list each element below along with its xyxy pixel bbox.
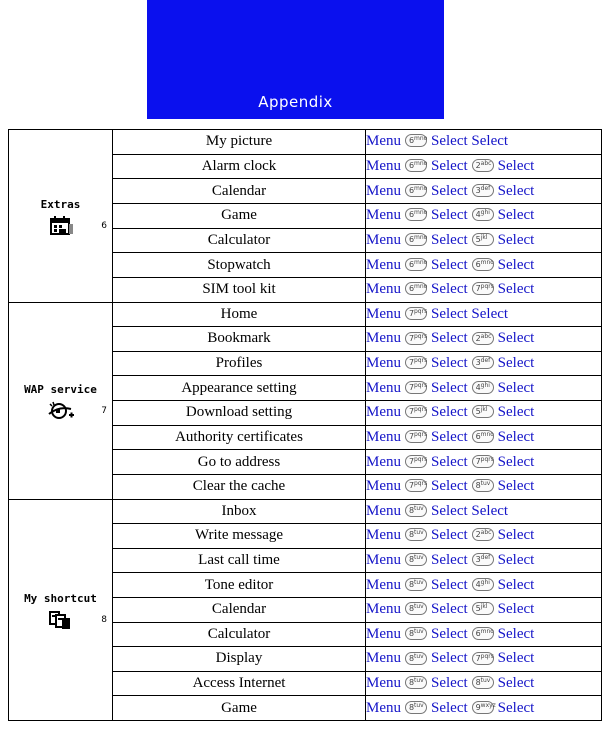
menu-item-name: Alarm clock [113, 154, 366, 179]
select-word: Select [497, 478, 535, 495]
key-7-icon: 7 pqrs [472, 282, 494, 295]
menu-item-name: Tone editor [113, 573, 366, 598]
page-title: Appendix [258, 93, 333, 111]
select-word: Select [497, 231, 535, 248]
section-title: My shortcut [24, 591, 97, 605]
key-sequence [366, 401, 602, 426]
key-8-icon: 8 tuv [405, 553, 427, 566]
menu-word: Menu [366, 478, 401, 495]
table-row [9, 130, 602, 155]
key-6-icon: 6 mno [405, 208, 427, 221]
select-word: Select [497, 404, 535, 421]
key-8-icon: 8 tuv [405, 676, 427, 689]
select-word: Select [431, 256, 468, 273]
section-cell [9, 302, 113, 499]
select-word: Select [431, 330, 468, 347]
menu-item-name: Home [113, 302, 366, 327]
key-6-icon: 6 mno [405, 233, 427, 246]
menu-word: Menu [366, 256, 401, 273]
key-7-icon: 7 pqrs [405, 356, 427, 369]
key-sequence [366, 253, 602, 278]
key-sequence [366, 425, 602, 450]
key-8-icon: 8 tuv [405, 652, 427, 665]
select-word: Select [431, 478, 468, 495]
menu-word: Menu [366, 355, 401, 372]
key-8-icon: 8 tuv [405, 504, 427, 517]
menu-word: Menu [366, 428, 401, 445]
select-word: Select [431, 675, 468, 692]
key-sequence [366, 277, 602, 302]
select-word: Select [497, 527, 535, 544]
menu-item-name: Authority certificates [113, 425, 366, 450]
select-word: Select [497, 576, 535, 593]
key-4-icon: 4 ghi [472, 381, 494, 394]
key-9-icon: 9 wxyz [472, 701, 494, 714]
key-7-icon: 7 pqrs [405, 405, 427, 418]
select-word: Select [497, 281, 535, 298]
key-5-icon: 5 jkl [472, 602, 494, 615]
menu-item-name: Stopwatch [113, 253, 366, 278]
table-row [9, 499, 602, 524]
select-word: Select [497, 355, 535, 372]
select-word: Select [497, 256, 535, 273]
select-word: Select [431, 231, 468, 248]
menu-item-name: Display [113, 647, 366, 672]
key-5-icon: 5 jkl [472, 405, 494, 418]
select-word: Select [431, 404, 468, 421]
select-word: Select [497, 428, 535, 445]
menu-word: Menu [366, 552, 401, 569]
select-word: Select [431, 576, 468, 593]
section-number: 8 [101, 614, 107, 625]
select-word: Select [497, 330, 535, 347]
menu-item-name: Calculator [113, 622, 366, 647]
key-sequence [366, 130, 602, 155]
globe-icon [47, 400, 75, 422]
menu-item-name: Profiles [113, 351, 366, 376]
select-word: Select [431, 625, 468, 642]
menu-word: Menu [366, 404, 401, 421]
select-word: Select [497, 675, 535, 692]
section-cell [9, 130, 113, 303]
section-title: WAP service [24, 382, 97, 396]
menu-word: Menu [366, 182, 401, 199]
key-6-icon: 6 mno [405, 134, 427, 147]
key-6-icon: 6 mno [472, 430, 494, 443]
select-word: Select [431, 207, 468, 224]
menu-item-name: Appearance setting [113, 376, 366, 401]
select-word: Select [431, 502, 468, 519]
section-title: Extras [40, 197, 81, 211]
key-7-icon: 7 pqrs [405, 479, 427, 492]
select-word: Select [497, 182, 535, 199]
key-sequence [366, 327, 602, 352]
key-6-icon: 6 mno [405, 258, 427, 271]
key-6-icon: 6 mno [472, 258, 494, 271]
menu-item-name: Write message [113, 524, 366, 549]
key-6-icon: 6 mno [405, 282, 427, 295]
menu-word: Menu [366, 231, 401, 248]
select-word: Select [497, 207, 535, 224]
key-5-icon: 5 jkl [472, 233, 494, 246]
key-sequence [366, 450, 602, 475]
select-word: Select [497, 379, 535, 396]
key-sequence [366, 622, 602, 647]
select-word: Select [431, 281, 468, 298]
menu-item-name: Go to address [113, 450, 366, 475]
menu-item-name: Calendar [113, 179, 366, 204]
menu-item-name: Calculator [113, 228, 366, 253]
menu-word: Menu [366, 601, 401, 618]
menu-word: Menu [366, 699, 401, 716]
select-word: Select [497, 601, 535, 618]
key-2-icon: 2 abc [472, 159, 494, 172]
select-word: Select [431, 379, 468, 396]
menu-item-name: Download setting [113, 401, 366, 426]
key-sequence [366, 499, 602, 524]
key-7-icon: 7 pqrs [405, 430, 427, 443]
key-7-icon: 7 pqrs [472, 652, 494, 665]
key-7-icon: 7 pqrs [405, 307, 427, 320]
key-3-icon: 3 def [472, 184, 494, 197]
menu-word: Menu [366, 207, 401, 224]
key-sequence [366, 474, 602, 499]
key-7-icon: 7 pqrs [405, 381, 427, 394]
table-row [9, 302, 602, 327]
select-word: Select [471, 133, 509, 150]
select-word: Select [431, 552, 468, 569]
key-sequence [366, 524, 602, 549]
key-sequence [366, 671, 602, 696]
select-word: Select [497, 699, 535, 716]
select-word: Select [431, 650, 468, 667]
key-3-icon: 3 def [472, 356, 494, 369]
select-word: Select [431, 699, 468, 716]
menu-word: Menu [366, 133, 401, 150]
select-word: Select [431, 305, 468, 322]
select-word: Select [497, 453, 535, 470]
key-sequence [366, 376, 602, 401]
menu-word: Menu [366, 625, 401, 642]
menu-item-name: Bookmark [113, 327, 366, 352]
key-sequence [366, 647, 602, 672]
key-8-icon: 8 tuv [405, 627, 427, 640]
key-8-icon: 8 tuv [472, 479, 494, 492]
menu-item-name: Clear the cache [113, 474, 366, 499]
key-sequence [366, 228, 602, 253]
shortcut-icon [47, 609, 75, 631]
key-3-icon: 3 def [472, 553, 494, 566]
section-number: 6 [101, 220, 107, 231]
select-word: Select [431, 453, 468, 470]
select-word: Select [431, 157, 468, 174]
key-sequence [366, 203, 602, 228]
key-6-icon: 6 mno [405, 159, 427, 172]
menu-item-name: SIM tool kit [113, 277, 366, 302]
key-sequence [366, 154, 602, 179]
key-sequence [366, 351, 602, 376]
key-6-icon: 6 mno [472, 627, 494, 640]
select-word: Select [431, 527, 468, 544]
select-word: Select [431, 355, 468, 372]
menu-tree-table [8, 129, 602, 721]
select-word: Select [471, 305, 509, 322]
select-word: Select [471, 502, 509, 519]
menu-word: Menu [366, 305, 401, 322]
key-8-icon: 8 tuv [405, 578, 427, 591]
appendix-banner [147, 0, 444, 119]
select-word: Select [431, 601, 468, 618]
key-8-icon: 8 tuv [405, 528, 427, 541]
key-sequence [366, 179, 602, 204]
section-number: 7 [101, 405, 107, 416]
menu-word: Menu [366, 675, 401, 692]
key-sequence [366, 548, 602, 573]
menu-word: Menu [366, 330, 401, 347]
select-word: Select [497, 157, 535, 174]
key-8-icon: 8 tuv [472, 676, 494, 689]
key-6-icon: 6 mno [405, 184, 427, 197]
key-sequence [366, 302, 602, 327]
menu-word: Menu [366, 527, 401, 544]
key-4-icon: 4 ghi [472, 578, 494, 591]
menu-item-name: Game [113, 203, 366, 228]
menu-word: Menu [366, 650, 401, 667]
menu-item-name: Inbox [113, 499, 366, 524]
key-sequence [366, 597, 602, 622]
key-2-icon: 2 abc [472, 528, 494, 541]
key-8-icon: 8 tuv [405, 701, 427, 714]
select-word: Select [431, 133, 468, 150]
calendar-icon [47, 215, 75, 237]
menu-item-name: Access Internet [113, 671, 366, 696]
menu-word: Menu [366, 379, 401, 396]
menu-item-name: Calendar [113, 597, 366, 622]
section-cell [9, 499, 113, 721]
menu-item-name: Last call time [113, 548, 366, 573]
key-2-icon: 2 abc [472, 332, 494, 345]
key-sequence [366, 696, 602, 721]
menu-word: Menu [366, 502, 401, 519]
key-4-icon: 4 ghi [472, 208, 494, 221]
menu-word: Menu [366, 281, 401, 298]
menu-word: Menu [366, 453, 401, 470]
select-word: Select [497, 650, 535, 667]
select-word: Select [431, 182, 468, 199]
key-7-icon: 7 pqrs [405, 332, 427, 345]
key-7-icon: 7 pqrs [405, 455, 427, 468]
menu-item-name: Game [113, 696, 366, 721]
select-word: Select [431, 428, 468, 445]
select-word: Select [497, 625, 535, 642]
key-8-icon: 8 tuv [405, 602, 427, 615]
menu-item-name: My picture [113, 130, 366, 155]
menu-word: Menu [366, 157, 401, 174]
key-7-icon: 7 pqrs [472, 455, 494, 468]
menu-word: Menu [366, 576, 401, 593]
select-word: Select [497, 552, 535, 569]
key-sequence [366, 573, 602, 598]
